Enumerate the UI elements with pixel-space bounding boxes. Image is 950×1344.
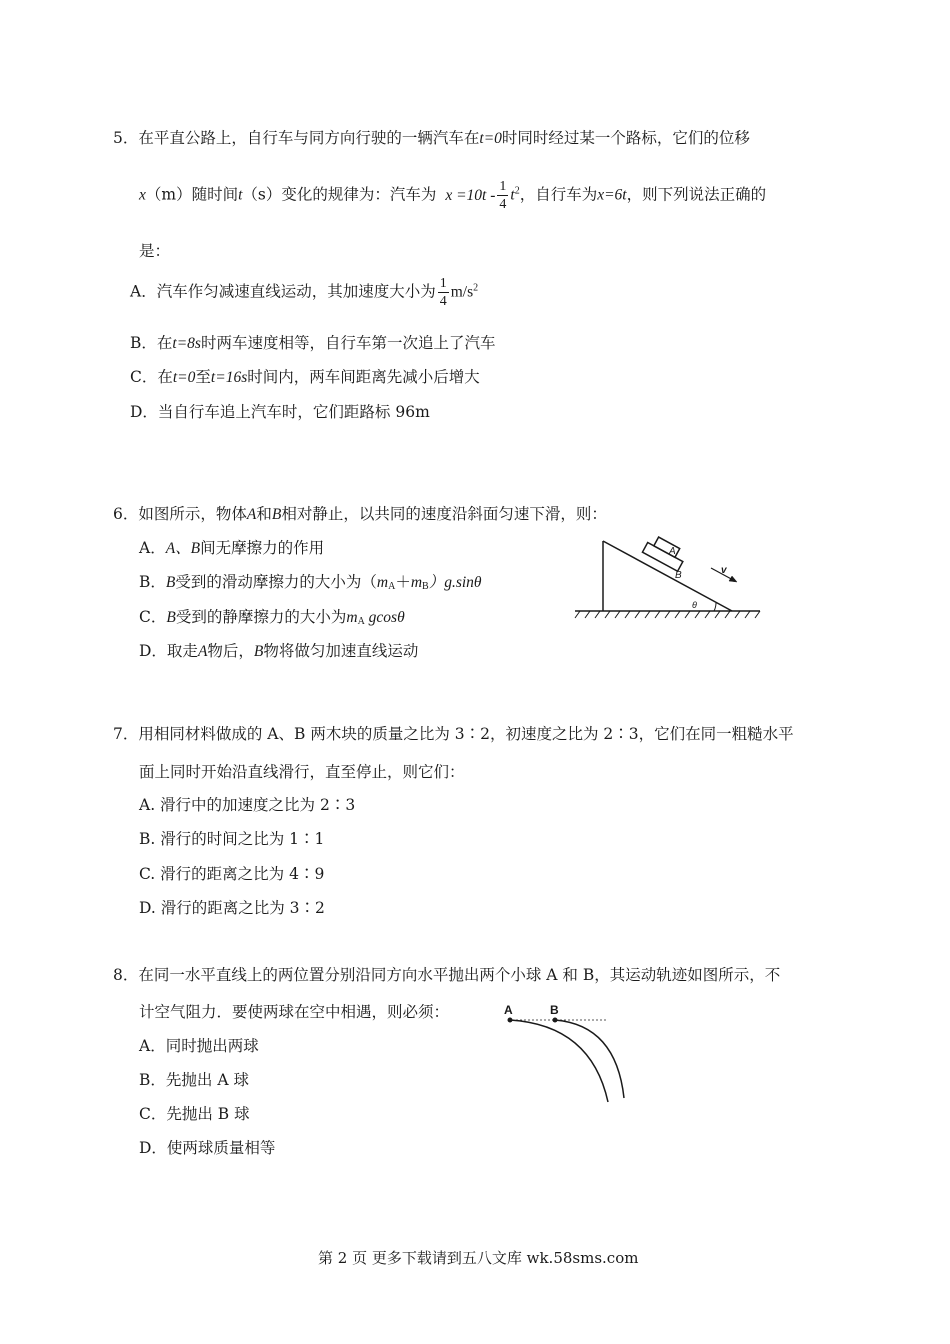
q8-number: 8． — [113, 966, 139, 984]
q5-c-t0: t=0 — [172, 369, 196, 386]
label-ball-b: B — [550, 1003, 559, 1017]
q7-number: 7． — [113, 725, 139, 743]
q5-option-b — [130, 331, 495, 353]
q7-option-d: D. 滑行的距离之比为 3∶2 — [139, 899, 325, 917]
q8-line2: 计空气阻力．要使两球在空中相遇，则必须： — [139, 1003, 450, 1021]
q6-option-b — [139, 570, 482, 592]
q5-a-den: 4 — [439, 294, 447, 309]
q8-text: 在同一水平直线上的两位置分别沿同方向水平抛出两个小球 A 和 B，其运动轨迹如图所示，不 — [138, 966, 781, 984]
q6-option-d — [139, 639, 418, 661]
label-b: B — [675, 570, 682, 581]
q6-b-mb: m — [410, 574, 423, 591]
q7-line2: 面上同时开始沿直线滑行，直至停止，则它们： — [139, 763, 465, 781]
q6-text-b: 和 — [256, 505, 272, 523]
q5-option-c — [130, 365, 480, 387]
q5-number: 5． — [113, 129, 139, 147]
q5-bike: ，自行车为 — [519, 185, 598, 204]
q5-option-a-text: A．汽车作匀减速直线运动，其加速度大小为 — [130, 282, 436, 301]
q5-text-b: 时同时经过某一个路标，它们的位移 — [501, 129, 750, 147]
q6-c-b: B — [166, 609, 176, 626]
q6-text-a: 如图所示，物体 — [138, 505, 247, 523]
q8-option-a: A．同时抛出两球 — [139, 1037, 259, 1055]
q6-b-suba: A — [388, 581, 396, 592]
q6-b-label: B． — [139, 573, 166, 591]
q7-option-c: C. 滑行的距离之比为 4∶9 — [139, 865, 325, 883]
q5-a-num: 1 — [439, 276, 447, 291]
q5-c-mid: 至 — [195, 368, 211, 386]
q6-b-subb: B — [422, 581, 429, 592]
q6-stem — [113, 502, 607, 524]
q5-b-rest: 时两车速度相等，自行车第一次追上了汽车 — [200, 334, 496, 352]
q6-a-rest: 间无摩擦力的作用 — [200, 539, 325, 557]
velocity-arrow-head — [729, 576, 737, 582]
q5-formula-b: t — [510, 186, 515, 204]
q6-b-plus: ＋ — [395, 573, 411, 591]
q6-a-label: A． — [139, 539, 166, 557]
q5-b-t: t=8s — [172, 335, 201, 352]
q6-d-a: A — [197, 643, 208, 660]
q7-option-a: A. 滑行中的加速度之比为 2∶3 — [139, 796, 356, 814]
q6-d-b: B — [253, 643, 264, 660]
q5-t0: t=0 — [479, 130, 502, 147]
q6-c-text: 受到的静摩擦力的大小为 — [175, 608, 347, 626]
q6-b-ma: m — [376, 574, 389, 591]
q5-b-label: B．在 — [130, 334, 173, 352]
q5-line3: 是： — [139, 242, 171, 260]
q5-frac-num: 1 — [499, 179, 507, 194]
q6-d-label: D．取走 — [139, 642, 198, 660]
q5-s-unit: （s）变化的规律为：汽车为 — [242, 185, 437, 204]
q6-c-sub: A — [357, 616, 365, 627]
q5-bike-formula: x=6t — [597, 186, 627, 204]
q5-formula-a: x =10t - — [445, 186, 496, 204]
q5-fraction — [497, 178, 508, 213]
q5-m-unit: （m）随时间 — [145, 185, 239, 204]
q6-c-label: C． — [139, 608, 167, 626]
q6-option-a — [139, 536, 324, 558]
label-v: v — [721, 565, 727, 576]
q7-option-b: B. 滑行的时间之比为 1∶1 — [139, 830, 325, 848]
q8-line1 — [113, 963, 780, 985]
ball-a — [508, 1018, 513, 1023]
angle-arc — [714, 603, 716, 611]
label-theta: θ — [692, 600, 697, 610]
trajectory-a — [510, 1020, 608, 1102]
q6-d-text: 物后， — [207, 642, 254, 660]
q5-line2 — [139, 178, 766, 213]
q5-option-d: D．当自行车追上汽车时，它们距路标 96m — [130, 403, 430, 421]
q5-t: t — [238, 186, 243, 204]
q5-frac-den: 4 — [499, 197, 507, 212]
q5-c-t16: t=16s — [210, 369, 248, 386]
incline-figure — [570, 532, 770, 622]
q5-option-a-fraction — [438, 275, 449, 310]
q5-a-sup: 2 — [473, 282, 479, 294]
q6-c-end: gcosθ — [364, 609, 405, 626]
q8-option-b: B．先抛出 A 球 — [139, 1071, 249, 1089]
q7-line1 — [113, 722, 794, 744]
ball-b — [553, 1018, 558, 1023]
q6-number: 6． — [113, 505, 139, 523]
page-footer: 第 2 页 更多下载请到五八文库 wk.58sms.com — [318, 1249, 639, 1267]
q5-x: x — [139, 186, 146, 204]
label-ball-a: A — [504, 1003, 513, 1017]
q7-text: 用相同材料做成的 A、B 两木块的质量之比为 3∶2，初速度之比为 2∶3，它们在同一粗糙水平 — [138, 725, 794, 743]
q6-b-end: ）g.sinθ — [428, 574, 482, 591]
q5-line2-end: ，则下列说法正确的 — [626, 185, 767, 204]
q5-c-label: C．在 — [130, 368, 173, 386]
q5-c-rest: 时间内，两车间距离先减小后增大 — [247, 368, 480, 386]
q5-a-unit: m/s — [450, 283, 474, 301]
q6-b-b: B — [165, 574, 176, 591]
q5-formula-sup: 2 — [514, 185, 520, 197]
q6-a: A — [246, 506, 257, 523]
q6-c-m: m — [346, 609, 358, 626]
q5-text: 在平直公路上，自行车与同方向行驶的一辆汽车在 — [138, 129, 480, 147]
label-a: A — [669, 546, 676, 557]
q6-option-c — [139, 605, 405, 627]
q6-text-c: 相对静止，以共同的速度沿斜面匀速下滑，则： — [281, 505, 607, 523]
q6-a-ab: A、B — [165, 540, 201, 557]
trajectory-figure — [496, 1000, 646, 1110]
q6-b-text: 受到的滑动摩擦力的大小为（ — [175, 573, 377, 591]
q6-b: B — [271, 506, 282, 523]
q6-d-rest: 物将做匀加速直线运动 — [263, 642, 419, 660]
q5-line1 — [113, 126, 750, 148]
q8-option-c: C．先抛出 B 球 — [139, 1105, 250, 1123]
ground-hatching — [575, 611, 760, 618]
q8-option-d: D．使两球质量相等 — [139, 1139, 276, 1157]
q5-option-a — [130, 275, 478, 310]
